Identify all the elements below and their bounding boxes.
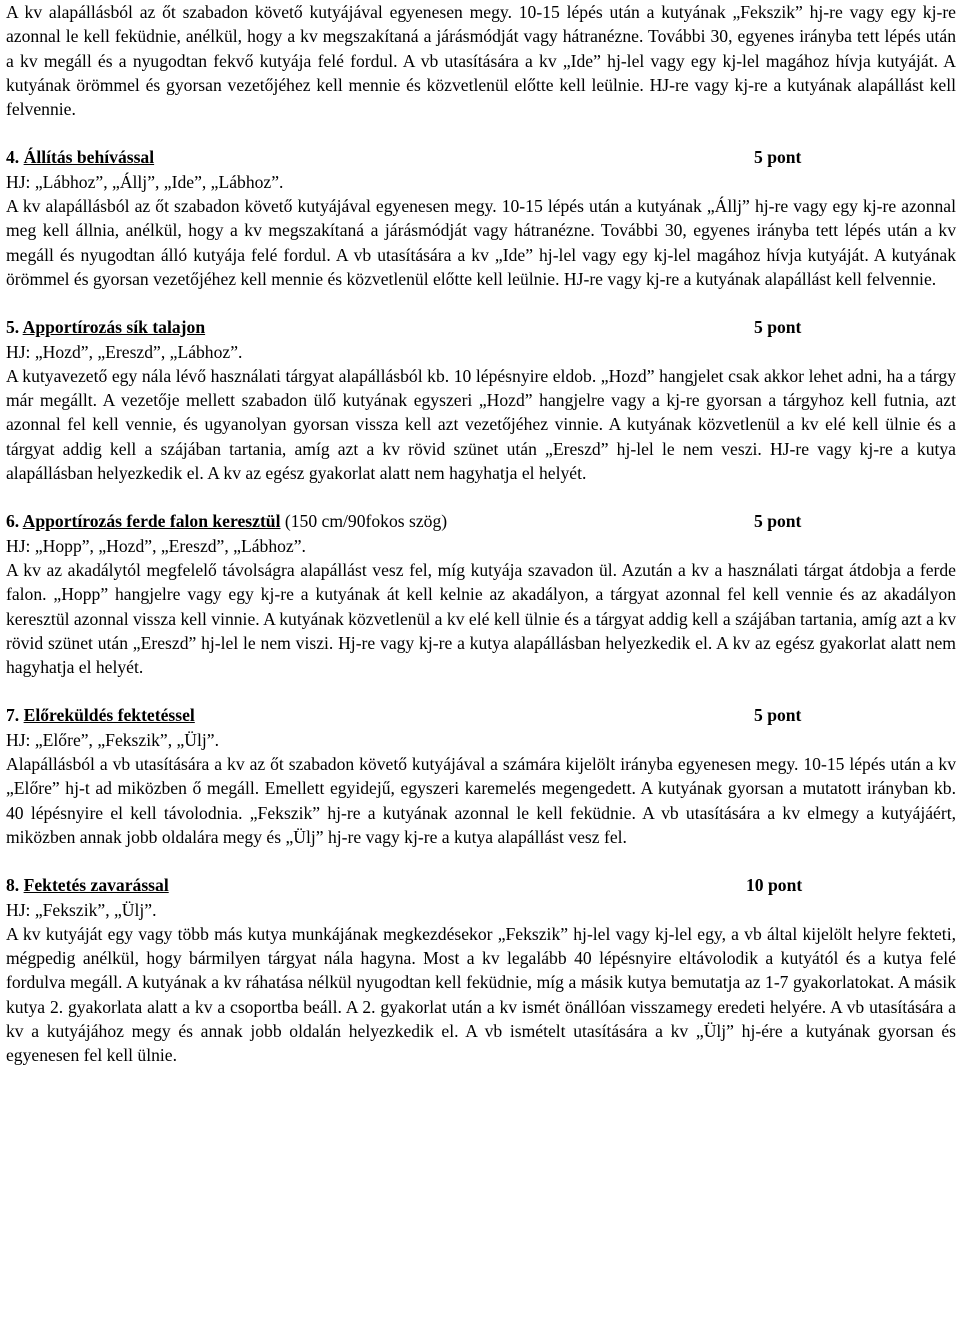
section-commands: HJ: „Előre”, „Fekszik”, „Ülj”. [6, 729, 219, 750]
section-title-extra: (150 cm/90fokos szög) [280, 511, 448, 532]
section-8 [6, 873, 956, 1067]
section-5 [6, 315, 956, 485]
section-number: 7. [6, 705, 20, 726]
section-title: Fektetés zavarással [23, 875, 169, 896]
section-heading [6, 703, 956, 727]
section-body: A kv alapállásból az őt szabadon követő kutyájával egyenesen megy. 10-15 lépés után a kutyának „Állj” hj-re vagy egy kj-re azonnal meg kell állnia, anélkül, hogy a kv megszakítaná a járásmódját vagy hátranézne. További 30, egyenes irányba tett lépés után a kv megáll és nyugodtan álló kutyája felé fordul. A vb utasítására a kv „Ide” hj-lel vagy egy kj-lel magához hívja kutyáját. A kutyának örömmel és gyorsan vezetőjéhez kell mennie és közvetlenül előtte kell leülnie. HJ-re vagy kj-re a kutyának alapállást kell felvennie. [6, 196, 956, 289]
section-commands: HJ: „Hopp”, „Hozd”, „Ereszd”, „Lábhoz”. [6, 535, 306, 556]
section-points: 5 pont [754, 147, 802, 168]
section-points: 10 pont [746, 875, 803, 896]
section-heading [6, 509, 956, 533]
section-title: Apportírozás ferde falon keresztül [22, 511, 281, 532]
section-points: 5 pont [754, 511, 802, 532]
section-7 [6, 703, 956, 849]
section-heading [6, 873, 956, 897]
section-body: A kutyavezető egy nála lévő használati tárgyat alapállásból kb. 10 lépésnyire eldob. „Hozd” hangjelet csak akkor lehet adni, ha a tárgy már megállt. A vezetője mellett szabadon ülő kutyának egyszeri „Hozd” hangjelre vagy a kj-re gyorsan a tárgyhoz kell futnia, azt azonnal fel kell vennie, és ugyanolyan gyorsan vissza kell azt vezetőjéhez vinnie. A kutyának közvetlenül a kv elé kell ülnie és a tárgyat addig kell a szájában tartania, amíg azt a kv rövid szünet után „Ereszd” hj-lel le nem veszi. HJ-re vagy kj-re a kutya alapállásban helyezkedik el. A kv az egész gyakorlat alatt nem hagyhatja el helyét. [6, 365, 956, 484]
section-4 [6, 145, 956, 291]
section-heading [6, 315, 956, 339]
section-points: 5 pont [754, 317, 802, 338]
section-title: Apportírozás sík talajon [22, 317, 206, 338]
section-number: 5. [6, 317, 20, 338]
section-commands: HJ: „Lábhoz”, „Állj”, „Ide”, „Lábhoz”. [6, 171, 284, 192]
section-6 [6, 509, 956, 679]
section-body: A kv kutyáját egy vagy több más kutya munkájának megkezdésekor „Fekszik” hj-lel vagy kj-lel egy, a vb által kijelölt helyre fekteti, mégpedig anélkül, hogy bármilyen tárgyat nála hagyna. Most a kv legalább 40 lépésnyire eltávolodik a kutyától és a kutya felé fordulva megáll. A kutyának a kv ráhatása nélkül nyugodtan kell feküdnie, míg a másik kutya bemutatja az 1-7 gyakorlatokat. A másik kutya 2. gyakorlata alatt a kv a csoportba beáll. A 2. gyakorlat után a kv ismét önállóan visszamegy eredeti helyére. A vb utasítására a kv a kutyájához megy és annak jobb oldalán helyezkedik el. A vb ismételt utasítására a kv „Ülj” hj-ére a kutyának gyorsan és egyenesen fel kell ülnie. [6, 923, 956, 1066]
section-number: 6. [6, 511, 20, 532]
section-title: Előreküldés fektetéssel [23, 705, 195, 726]
section-number: 4. [6, 147, 20, 168]
section-heading [6, 145, 956, 169]
section-title: Állítás behívással [23, 147, 155, 168]
section-body: A kv az akadálytól megfelelő távolságra alapállást vesz fel, míg kutyája szavadon ül. Azután a kv a használati tárgat átdobja a ferde falon. „Hopp” hangjelre vagy egy kj-re a kutyának át kell kelnie az akadályon, a tárgyat azonnal fel kell vennie és az akadályon keresztül azonnal vissza kell vinnie. A kutyának közvetlenül a kv elé kell ülnie és a tárgyat addig kell a szájában tartania, amíg azt a kv rövid szünet után „Ereszd” hj-lel le nem viszi. Hj-re vagy kj-re a kutya alapállásban helyezkedik el. A kv az egész gyakorlat alatt nem hagyhatja el helyét. [6, 559, 956, 678]
section-points: 5 pont [754, 705, 802, 726]
section-commands: HJ: „Hozd”, „Ereszd”, „Lábhoz”. [6, 341, 243, 362]
section-number: 8. [6, 875, 20, 896]
section-body: Alapállásból a vb utasítására a kv az őt szabadon követő kutyájával a számára kijelölt irányba egyenesen megy. 10-15 lépés után a kv „Előre” hj-t ad miközben ő megáll. Emellett egyidejű, egyszeri karemelés megengedett. A kutyának gyorsan a mutatott irányban kb. 40 lépésnyire el kell távolodnia. „Fekszik” hj-re a kutyának azonnal le kell feküdnie. A vb utasítására a kv elmegy a kutyájáért, miközben annak jobb oldalára megy és „Ülj” hj-re vagy kj-re a kutya alapállást vesz fel. [6, 754, 956, 847]
section-commands: HJ: „Fekszik”, „Ülj”. [6, 899, 157, 920]
intro-paragraph: A kv alapállásból az őt szabadon követő kutyájával egyenesen megy. 10-15 lépés után a kutyának „Fekszik” hj-re vagy egy kj-re azonnal le kell feküdnie, anélkül, hogy a kv megszakítaná a járásmódját vagy hátranézne. További 30, egyenes irányba tett lépés után a kv megáll és a nyugodtan fekvő kutyája felé fordul. A vb utasítására a kv „Ide” hj-lel vagy egy kj-lel magához hívja kutyáját. A kutyának örömmel és gyorsan vezetőjéhez kell mennie és közvetlenül előtte kell leülnie. HJ-re vagy kj-re a kutyának alapállást kell felvennie. [6, 2, 956, 120]
